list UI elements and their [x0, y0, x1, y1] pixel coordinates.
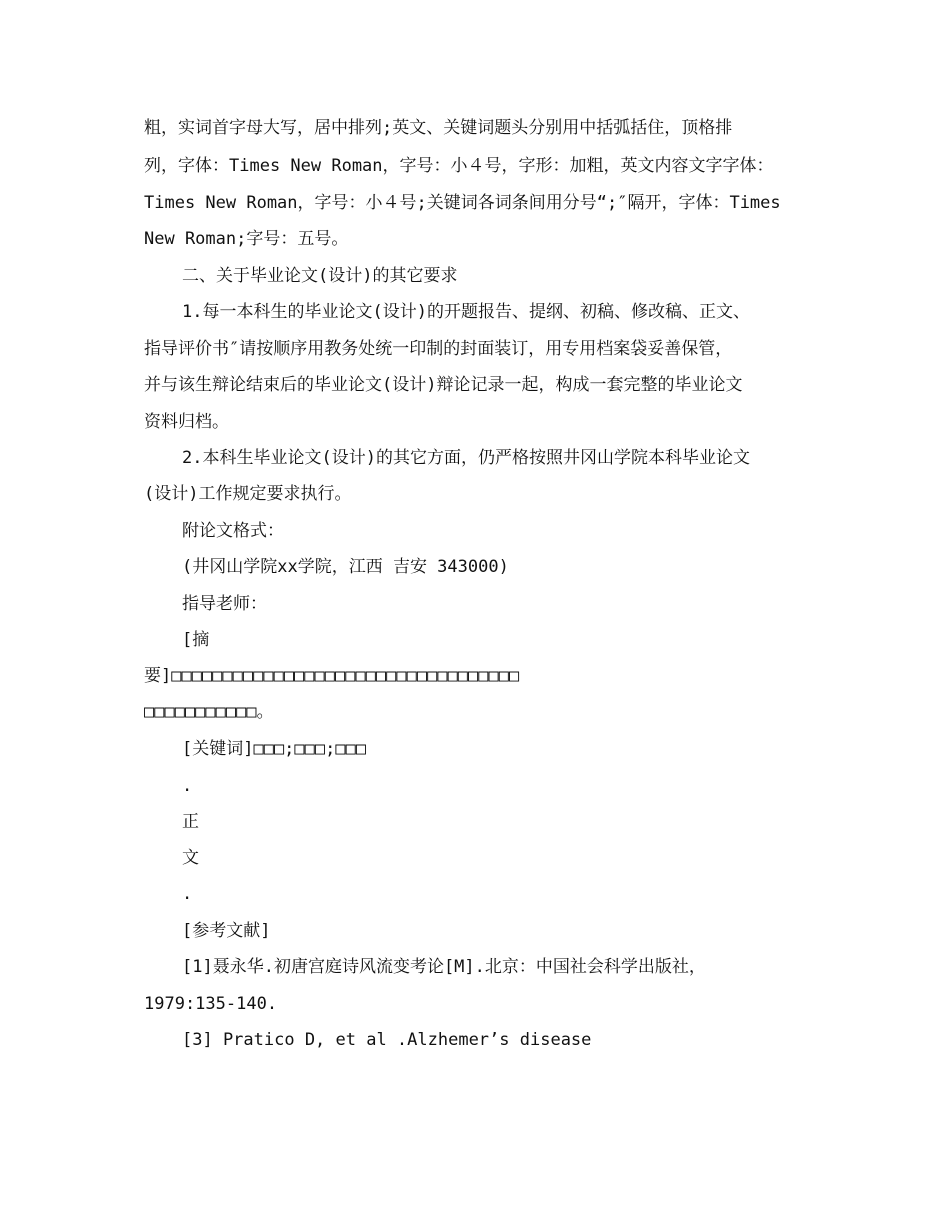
section-heading: 二、关于毕业论文(设计)的其它要求	[182, 266, 458, 286]
body-text-line: New Roman;字号：五号。	[144, 229, 349, 249]
body-text-line: .	[182, 776, 193, 796]
advisor-line: 指导老师：	[182, 594, 267, 614]
body-text-line: 正	[182, 812, 199, 832]
body-text-line: 指导评价书″请按顺序用教务处统一印制的封面装订，用专用档案袋妥善保管，	[144, 339, 733, 359]
body-text-line: (设计)工作规定要求执行。	[144, 484, 352, 504]
reference-item: 1979:135-140.	[144, 994, 278, 1014]
body-text-line: .	[182, 884, 193, 904]
body-text-line: 资料归档。	[144, 412, 229, 432]
body-text-line: 2.本科生毕业论文(设计)的其它方面，仍严格按照井冈山学院本科毕业论文	[182, 448, 750, 468]
affiliation-line: (井冈山学院xx学院，江西 吉安 343000)	[182, 557, 509, 577]
body-text-line: 并与该生辩论结束后的毕业论文(设计)辩论记录一起，构成一套完整的毕业论文	[144, 375, 743, 395]
appendix-heading: 附论文格式：	[182, 521, 284, 541]
reference-item: [3] Pratico D, et al .Alzhemer’s disease	[182, 1030, 592, 1050]
body-text-line: 1.每一本科生的毕业论文(设计)的开题报告、提纲、初稿、修改稿、正文、	[182, 302, 750, 322]
keywords-line: [关键词]□□□;□□□;□□□	[182, 739, 367, 759]
body-text-line: 粗，实词首字母大写，居中排列;英文、关键词题头分别用中括弧括住，顶格排	[144, 118, 733, 138]
body-text-line: 列，字体：Times New Roman，字号：小４号，字形：加粗，英文内容文字字体：	[144, 156, 774, 176]
body-text-line: Times New Roman，字号：小４号;关键词各词条间用分号“;″隔开，字体：Times	[144, 193, 781, 213]
abstract-placeholder: 要]□□□□□□□□□□□□□□□□□□□□□□□□□□□□□□□□□□	[144, 666, 520, 686]
abstract-label: [摘	[182, 630, 210, 650]
abstract-placeholder: □□□□□□□□□□□。	[144, 702, 274, 722]
reference-item: [1]聂永华.初唐宫庭诗风流变考论[M].北京：中国社会科学出版社，	[182, 957, 706, 977]
references-heading: [参考文献]	[182, 921, 271, 941]
body-text-line: 文	[182, 848, 199, 868]
